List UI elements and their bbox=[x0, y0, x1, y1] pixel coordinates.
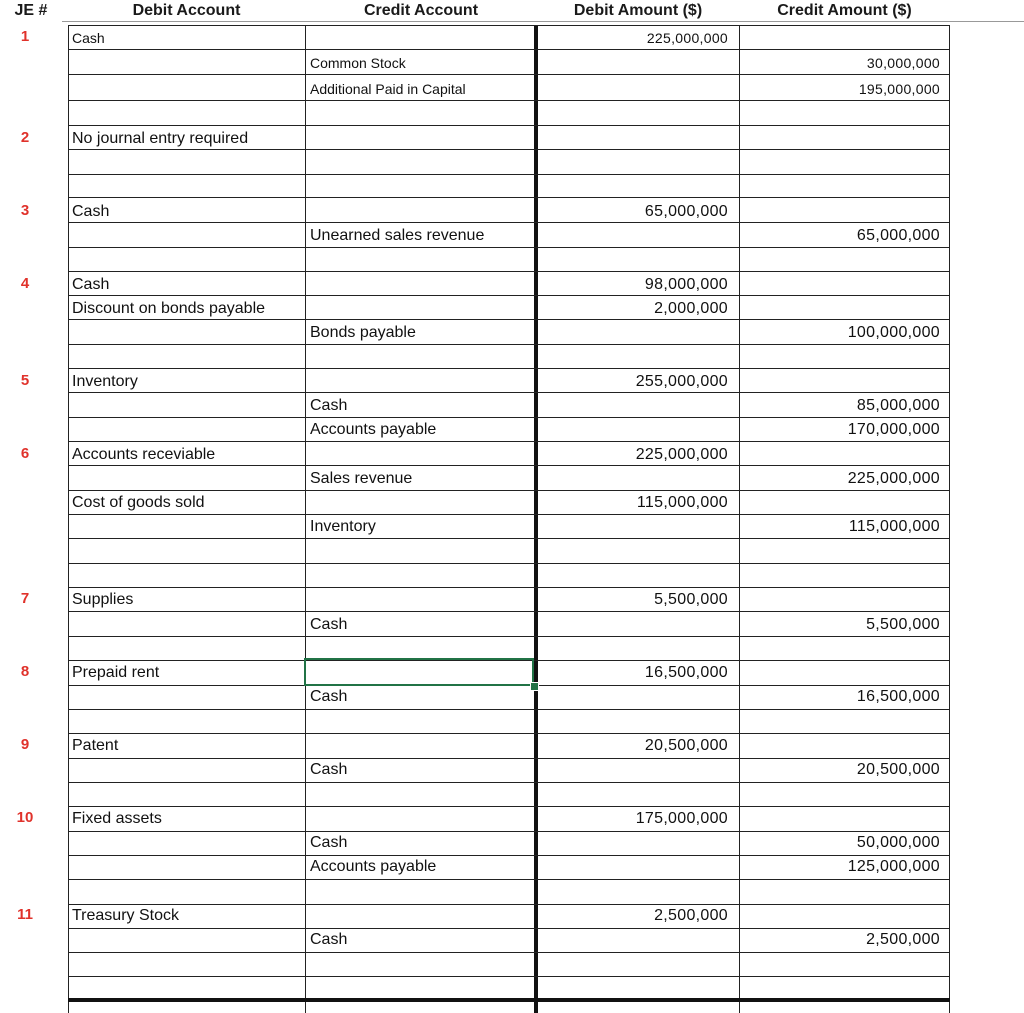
debit-amount-cell[interactable]: 5,500,000 bbox=[654, 591, 728, 608]
debit-amount-cell[interactable]: 98,000,000 bbox=[644, 276, 728, 293]
je-number: 9 bbox=[20, 736, 30, 753]
debit-amount-cell[interactable]: 255,000,000 bbox=[635, 373, 728, 390]
je-number: 6 bbox=[20, 445, 30, 462]
credit-account-cell[interactable]: Inventory bbox=[310, 518, 376, 535]
credit-account-cell[interactable]: Cash bbox=[310, 834, 348, 851]
credit-account-cell[interactable]: Common Stock bbox=[310, 55, 406, 71]
grid-row-line bbox=[68, 174, 950, 175]
grid-row-line bbox=[68, 197, 950, 198]
credit-account-cell[interactable]: Cash bbox=[310, 397, 348, 414]
je-number: 4 bbox=[20, 275, 30, 292]
debit-account-cell[interactable]: Cash bbox=[72, 203, 110, 220]
credit-amount-cell[interactable]: 170,000,000 bbox=[847, 421, 940, 438]
grid-bottom-border bbox=[68, 998, 950, 1002]
grid-row-line bbox=[68, 976, 950, 977]
credit-account-cell[interactable]: Accounts payable bbox=[310, 858, 437, 875]
grid-row-line bbox=[68, 125, 950, 126]
grid-row-line bbox=[68, 271, 950, 272]
header-credit-account: Credit Account bbox=[363, 2, 479, 19]
debit-account-cell[interactable]: Prepaid rent bbox=[72, 664, 160, 681]
header-debit-account: Debit Account bbox=[132, 2, 241, 19]
grid-row-line bbox=[68, 879, 950, 880]
credit-amount-cell[interactable]: 195,000,000 bbox=[858, 81, 940, 97]
grid-row-line bbox=[68, 563, 950, 564]
debit-account-cell[interactable]: Treasury Stock bbox=[72, 907, 179, 924]
credit-account-cell[interactable]: Cash bbox=[310, 688, 348, 705]
credit-amount-cell[interactable]: 125,000,000 bbox=[847, 858, 940, 875]
debit-amount-cell[interactable]: 20,500,000 bbox=[644, 737, 728, 754]
debit-account-cell[interactable]: No journal entry required bbox=[72, 130, 249, 147]
debit-account-cell[interactable]: Patent bbox=[72, 737, 119, 754]
debit-account-cell[interactable]: Supplies bbox=[72, 591, 134, 608]
credit-amount-cell[interactable]: 2,500,000 bbox=[866, 931, 940, 948]
grid-row-line bbox=[68, 782, 950, 783]
je-number: 8 bbox=[20, 663, 30, 680]
debit-account-cell[interactable]: Discount on bonds payable bbox=[72, 300, 266, 317]
debit-account-cell[interactable]: Cash bbox=[72, 276, 110, 293]
credit-amount-cell[interactable]: 30,000,000 bbox=[866, 55, 940, 71]
header-debit-amount: Debit Amount ($) bbox=[573, 2, 703, 19]
debit-account-cell[interactable]: Cost of goods sold bbox=[72, 494, 205, 511]
header-je-number: JE # bbox=[14, 2, 48, 19]
je-number: 10 bbox=[16, 809, 34, 826]
je-number: 7 bbox=[20, 590, 30, 607]
grid-row-line bbox=[68, 952, 950, 953]
credit-amount-cell[interactable]: 16,500,000 bbox=[856, 688, 940, 705]
credit-account-cell[interactable]: Accounts payable bbox=[310, 421, 437, 438]
credit-account-cell[interactable]: Unearned sales revenue bbox=[310, 227, 485, 244]
je-number: 5 bbox=[20, 372, 30, 389]
debit-account-cell[interactable]: Inventory bbox=[72, 373, 138, 390]
debit-amount-cell[interactable]: 2,000,000 bbox=[654, 300, 728, 317]
debit-account-cell[interactable]: Cash bbox=[72, 30, 105, 46]
credit-amount-cell[interactable]: 5,500,000 bbox=[866, 616, 940, 633]
header-credit-amount: Credit Amount ($) bbox=[777, 2, 912, 19]
selected-cell[interactable] bbox=[304, 658, 534, 686]
grid-row-line bbox=[68, 709, 950, 710]
credit-amount-cell[interactable]: 65,000,000 bbox=[856, 227, 940, 244]
fill-handle[interactable] bbox=[530, 682, 539, 691]
je-number: 1 bbox=[20, 28, 30, 45]
debit-amount-cell[interactable]: 16,500,000 bbox=[644, 664, 728, 681]
credit-account-cell[interactable]: Bonds payable bbox=[310, 324, 416, 341]
je-number: 2 bbox=[20, 129, 30, 146]
debit-amount-cell[interactable]: 65,000,000 bbox=[644, 203, 728, 220]
credit-amount-cell[interactable]: 115,000,000 bbox=[848, 518, 940, 535]
debit-account-cell[interactable]: Accounts receviable bbox=[72, 446, 216, 463]
credit-amount-cell[interactable]: 20,500,000 bbox=[856, 761, 940, 778]
credit-amount-cell[interactable]: 225,000,000 bbox=[847, 470, 940, 487]
je-number: 3 bbox=[20, 202, 30, 219]
credit-amount-cell[interactable]: 100,000,000 bbox=[847, 324, 940, 341]
credit-amount-cell[interactable]: 85,000,000 bbox=[856, 397, 940, 414]
debit-amount-cell[interactable]: 175,000,000 bbox=[635, 810, 728, 827]
debit-account-cell[interactable]: Fixed assets bbox=[72, 810, 162, 827]
header-divider bbox=[62, 21, 1024, 22]
debit-amount-cell[interactable]: 225,000,000 bbox=[635, 446, 728, 463]
credit-account-cell[interactable]: Cash bbox=[310, 761, 348, 778]
grid-row-line bbox=[68, 368, 950, 369]
debit-amount-cell[interactable]: 115,000,000 bbox=[636, 494, 728, 511]
credit-account-cell[interactable]: Cash bbox=[310, 931, 348, 948]
debit-amount-cell[interactable]: 2,500,000 bbox=[654, 907, 728, 924]
credit-account-cell[interactable]: Cash bbox=[310, 616, 348, 633]
je-number: 11 bbox=[17, 906, 33, 923]
credit-amount-cell[interactable]: 50,000,000 bbox=[856, 834, 940, 851]
debit-amount-cell[interactable]: 225,000,000 bbox=[646, 30, 728, 46]
credit-account-cell[interactable]: Sales revenue bbox=[310, 470, 413, 487]
credit-account-cell[interactable]: Additional Paid in Capital bbox=[310, 81, 466, 97]
